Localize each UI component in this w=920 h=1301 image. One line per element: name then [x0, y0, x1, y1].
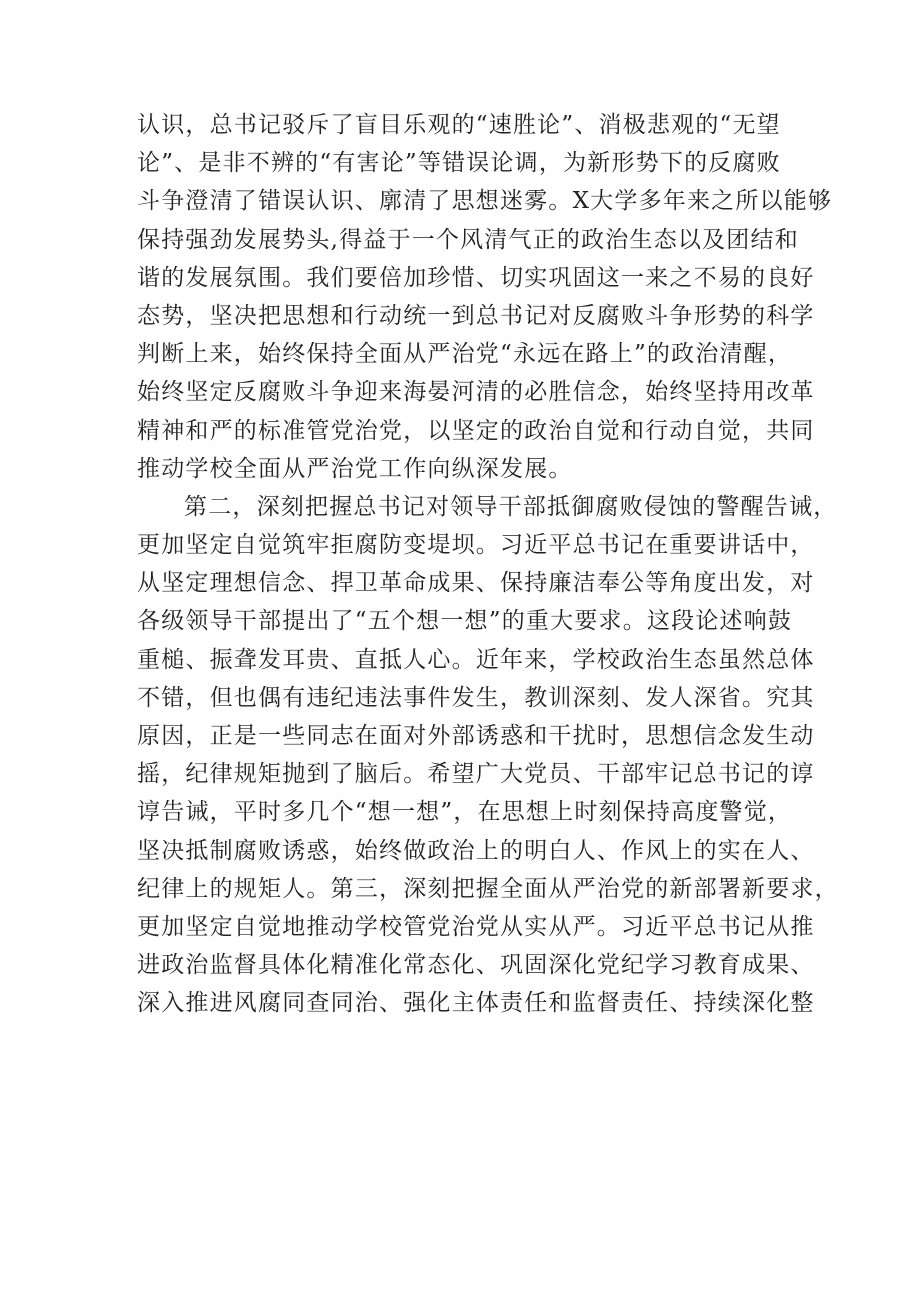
text-line: 从坚定理想信念、捍卫革命成果、保持廉洁奉公等角度出发，对: [137, 570, 815, 597]
text-line: 态势，坚决把思想和行动统一到总书记对反腐败斗争形势的科学: [137, 302, 815, 329]
text-line: 始终坚定反腐败斗争迎来海晏河清的必胜信念，始终坚持用改革: [137, 379, 815, 406]
text-line: 坚决抵制腐败诱惑，始终做政治上的明白人、作风上的实在人、: [137, 837, 815, 864]
text-line: 判断上来，始终保持全面从严治党“永远在路上”的政治清醒，: [137, 341, 793, 368]
text-line: 更加坚定自觉筑牢拒腐防变堤坝。习近平总书记在重要讲话中，: [137, 532, 815, 559]
text-line: 原因，正是一些同志在面对外部诱惑和干扰时，思想信念发生动: [137, 723, 815, 749]
text-line: 精神和严的标准管党治党，以坚定的政治自觉和行动自觉，共同: [137, 417, 815, 444]
text-line: 保持强劲发展势头,得益于一个风清气正的政治生态以及团结和: [137, 226, 799, 253]
text-line: 重槌、振聋发耳贵、直抵人心。近年来，学校政治生态虽然总体: [137, 646, 815, 673]
text-line: 认识，总书记驳斥了盲目乐观的“速胜论”、消极悲观的“无望: [137, 112, 781, 138]
text-line: 斗争澄清了错误认识、廓清了思想迷雾。X大学多年来之所以能够: [137, 188, 833, 215]
text-line: 纪律上的规矩人。第三，深刻把握全面从严治党的新部署新要求，: [137, 875, 839, 902]
paragraph-start-line: 第二，深刻把握总书记对领导干部抵御腐败侵蚀的警醒告诫，: [184, 493, 838, 520]
text-line: 摇，纪律规矩抛到了脑后。希望广大党员、干部牢记总书记的谆: [137, 761, 815, 788]
text-line: 论”、是非不辨的“有害论”等错误论调，为新形势下的反腐败: [137, 150, 781, 177]
text-line: 推动学校全面从严治党工作向纵深发展。: [137, 455, 573, 482]
body-text: [137, 106, 839, 1023]
text-line: 更加坚定自觉地推动学校管党治党从实从严。习近平总书记从推: [137, 913, 815, 940]
text-line: 进政治监督具体化精准化常态化、巩固深化党纪学习教育成果、: [137, 952, 815, 979]
text-line: 谆告诫，平时多几个“想一想”，在思想上时刻保持高度警觉，: [137, 799, 793, 826]
text-line: 各级领导干部提出了“五个想一想”的重大要求。这段论述响鼓: [137, 608, 793, 635]
text-line: 不错，但也偶有违纪违法事件发生，教训深刻、发人深省。究其: [137, 684, 815, 711]
text-line: 谐的发展氛围。我们要倍加珍惜、切实巩固这一来之不易的良好: [137, 264, 815, 291]
text-line: 深入推进风腐同查同治、强化主体责任和监督责任、持续深化整: [137, 990, 815, 1017]
